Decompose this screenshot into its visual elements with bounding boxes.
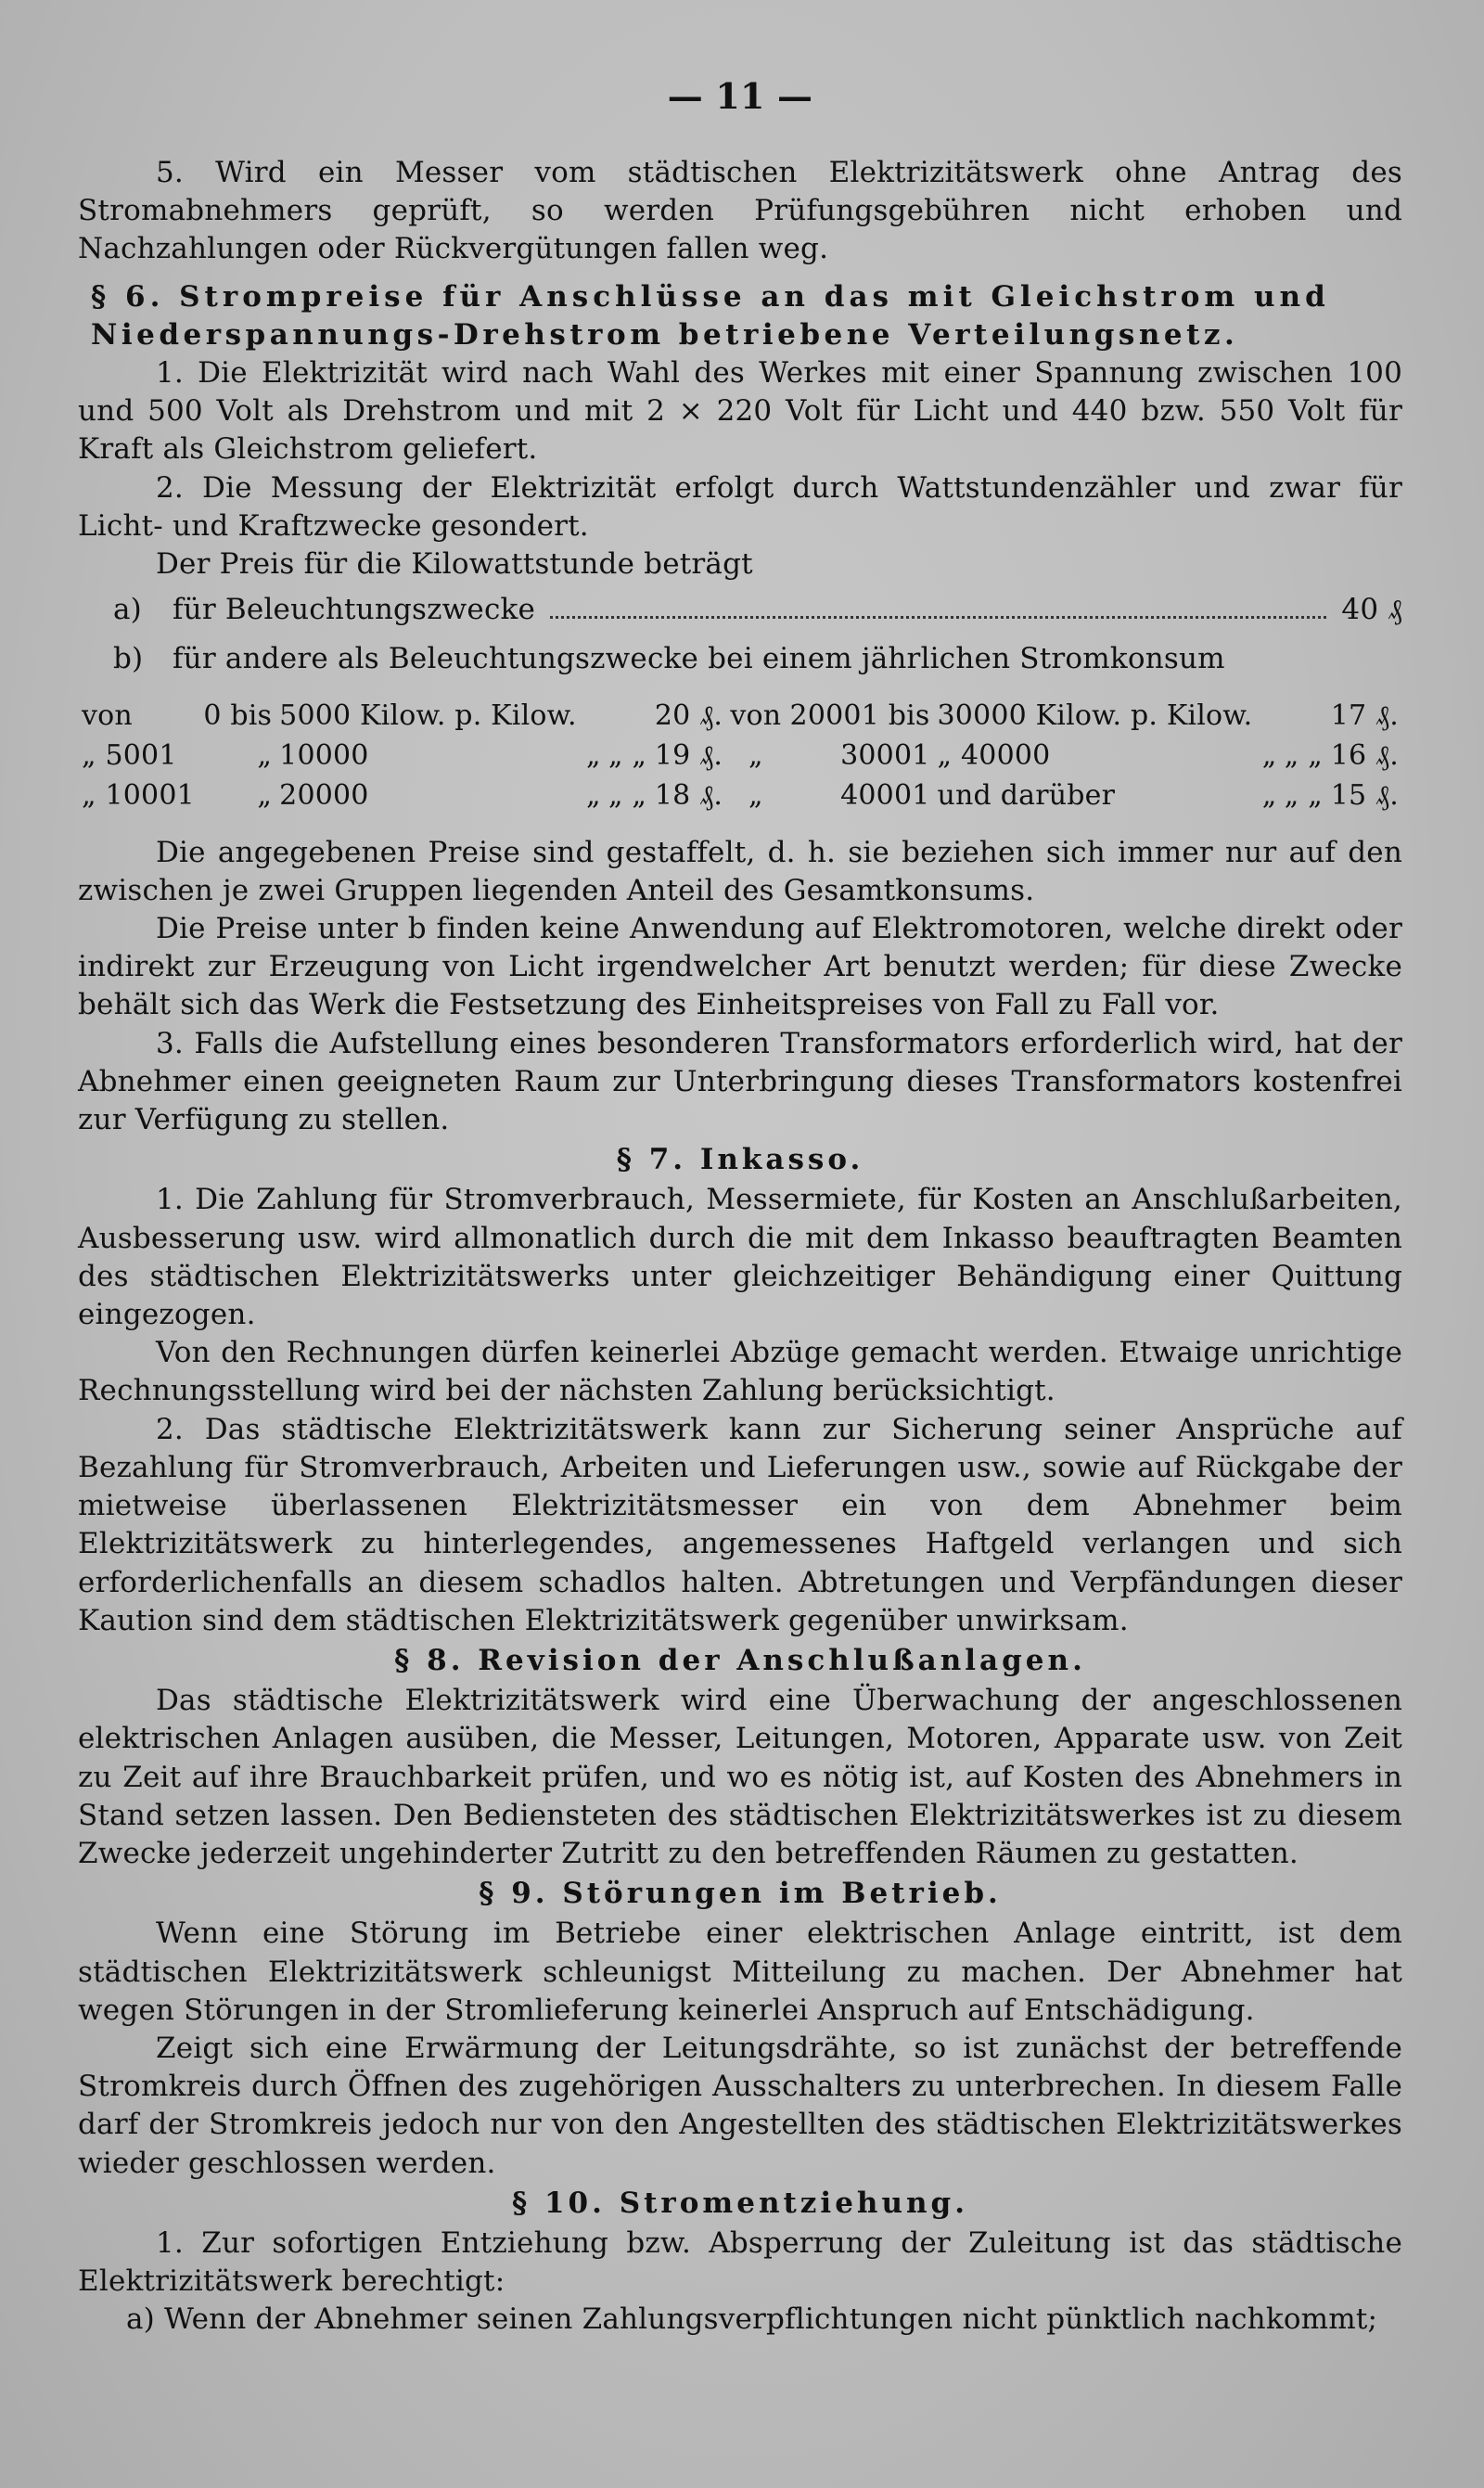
- tariff-cell: „ „: [1284, 738, 1323, 772]
- price-item-b-text: für andere als Beleuchtungszwecke bei einem jährlichen Stromkonsum: [173, 642, 1225, 676]
- tariff-cell: 10000: [279, 738, 369, 772]
- tariff-cell: „ „: [1284, 778, 1323, 812]
- dot-leader: [550, 616, 1326, 619]
- tariff-cell: 20 ₰.: [654, 699, 723, 732]
- tariff-cell: „: [585, 778, 601, 812]
- tariff-cell: „: [1261, 738, 1277, 772]
- section-9-paragraph-2: Zeigt sich eine Erwärmung der Leitungsdrähte, so ist zunächst der betreffende Stromkreis durch Öffnen des zugehörigen Ausschalters zu unterbrechen. In diesem Falle darf der Stromkreis jedoch nur von den Angestellten des städtischen Elektrizitätswerkes wieder geschlossen werden.: [78, 2031, 1402, 2180]
- tariff-cell: [1281, 696, 1327, 736]
- price-item-a-label: a): [113, 593, 142, 627]
- section-8-heading: § 8. Revision der Anschlußanlagen.: [394, 1643, 1086, 1677]
- tariff-row: [78, 736, 1402, 776]
- tariff-cell: 20001 bis: [789, 699, 930, 732]
- section-6-heading-line2: Niederspannungs-Drehstrom betriebene Verteilungsnetz.: [91, 317, 1239, 352]
- tariff-cell: und darüber: [937, 778, 1116, 812]
- section-7-heading: § 7. Inkasso.: [616, 1143, 864, 1177]
- tariff-cell: 16 ₰.: [1330, 738, 1399, 772]
- tariff-table: [78, 696, 1402, 815]
- tariff-cell: „ 5001: [82, 738, 177, 772]
- price-item-a: [78, 591, 1402, 629]
- tariff-cell: [1259, 696, 1281, 736]
- paragraph-staffel: Die angegebenen Preise sind gestaffelt, d. h. sie beziehen sich immer nur auf den zwischen je zwei Gruppen liegenden Anteil des Gesamtkonsums.: [78, 835, 1402, 907]
- section-9-paragraph-1: Wenn eine Störung im Betriebe einer elektrischen Anlage eintritt, ist dem städtischen Elektrizitätswerk schleunigst Mitteilung zu machen. Der Abnehmer hat wegen Störungen in der Stromlieferung keinerlei Anspruch auf Entschädigung.: [78, 1917, 1402, 2027]
- section-10-heading: § 10. Stromentziehung.: [511, 2186, 968, 2220]
- section-6-heading: [78, 278, 1402, 354]
- page-number: — 11 —: [667, 75, 813, 117]
- tariff-cell: 30001: [840, 738, 930, 772]
- tariff-cell: „: [748, 778, 763, 812]
- tariff-cell: [582, 696, 605, 736]
- tariff-cell: 30000 Kilow. p. Kilow.: [937, 699, 1253, 732]
- section-7-paragraph-2: 2. Das städtische Elektrizitätswerk kann zur Sicherung seiner Ansprüche auf Bezahlung für Stromverbrauch, Arbeiten und Lieferungen usw., sowie auf Rückgabe der mietweise überlassenen Elektrizitätsmesser ein von dem Abnehmer beim Elektrizitätswerk zu hinterlegendes, angemessenes Haftgeld verlangen und sich erforderlichenfalls an diesem schadlos halten. Abtretungen und Verpfändungen dieser Kaution sind dem städtischen Elektrizitätswerk gegenüber unwirksam.: [78, 1412, 1402, 1637]
- tariff-row: [78, 696, 1402, 736]
- tariff-cell: von: [82, 699, 133, 732]
- section-10-item-a: a) Wenn der Abnehmer seinen Zahlungsverpflichtungen nicht pünktlich nachkommt;: [126, 2302, 1378, 2337]
- price-item-a-text: für Beleuchtungszwecke: [173, 593, 536, 627]
- paragraph-5: 5. Wird ein Messer vom städtischen Elektrizitätswerk ohne Antrag des Stromabnehmers geprüft, so werden Prüfungsgebühren nicht erhoben und Nachzahlungen oder Rückvergütungen fallen weg.: [78, 156, 1402, 266]
- tariff-cell: „ 10001: [82, 778, 195, 812]
- tariff-cell: 5000 Kilow. p. Kilow.: [279, 699, 577, 732]
- price-item-a-price: 40 ₰: [1341, 593, 1402, 627]
- tariff-cell: [605, 696, 651, 736]
- section-6-paragraph-3: 3. Falls die Aufstellung eines besonderen Transformators erforderlich wird, hat der Abnehmer einen geeigneten Raum zur Unterbringung dieses Transformators kostenfrei zur Verfügung zu stellen.: [78, 1026, 1402, 1137]
- price-item-b-label: b): [113, 642, 144, 676]
- tariff-cell: 40001: [840, 778, 930, 812]
- tariff-cell: 15 ₰.: [1330, 778, 1399, 812]
- paragraph-motor: Die Preise unter b finden keine Anwendung auf Elektromotoren, welche direkt oder indirekt zur Erzeugung von Licht irgendwelcher Art benutzt werden; für diese Zwecke behält sich das Werk die Festsetzung des Einheitspreises von Fall zu Fall vor.: [78, 912, 1402, 1022]
- tariff-cell: „ „: [608, 738, 647, 772]
- section-6-paragraph-2: 2. Die Messung der Elektrizität erfolgt durch Wattstundenzähler und zwar für Licht- und Kraftzwecke gesondert.: [78, 470, 1402, 543]
- tariff-cell: 17 ₰.: [1330, 699, 1399, 732]
- section-6-paragraph-1: 1. Die Elektrizität wird nach Wahl des Werkes mit einer Spannung zwischen 100 und 500 Volt als Drehstrom und mit 2 × 220 Volt für Licht und 440 bzw. 550 Volt für Kraft als Gleichstrom geliefert.: [78, 356, 1402, 467]
- section-8-paragraph: Das städtische Elektrizitätswerk wird eine Überwachung der angeschlossenen elektrischen Anlagen ausüben, die Messer, Leitungen, Motoren, Apparate usw. von Zeit zu Zeit auf ihre Brauchbarkeit prüfen, und wo es nötig ist, auf Kosten des Abnehmers in Stand setzen lassen. Den Bediensteten des städtischen Elektrizitätswerkes ist zu diesem Zwecke jederzeit ungehinderter Zutritt zu den betreffenden Räumen zu gestatten.: [78, 1684, 1402, 1870]
- tariff-cell: „: [748, 738, 763, 772]
- tariff-cell: 20000: [279, 778, 369, 812]
- price-item-b: [78, 640, 1402, 678]
- tariff-row: [78, 776, 1402, 815]
- section-7-paragraph-rechnung: Von den Rechnungen dürfen keinerlei Abzüge gemacht werden. Etwaige unrichtige Rechnungsstellung wird bei der nächsten Zahlung berücksichtigt.: [78, 1336, 1402, 1408]
- tariff-cell: „: [585, 738, 601, 772]
- tariff-cell: „: [257, 778, 273, 812]
- tariff-cell: „ „: [608, 778, 647, 812]
- tariff-cell: 18 ₰.: [654, 778, 723, 812]
- tariff-cell: „ 40000: [937, 738, 1051, 772]
- tariff-cell: „: [1261, 778, 1277, 812]
- price-intro: Der Preis für die Kilowattstunde beträgt: [156, 547, 753, 582]
- tariff-cell: 19 ₰.: [654, 738, 723, 772]
- tariff-cell: von: [730, 699, 782, 732]
- tariff-cell: „: [257, 738, 273, 772]
- section-6-heading-line1: § 6. Strompreise für Anschlüsse an das mit Gleichstrom und: [91, 279, 1330, 314]
- tariff-cell: 0 bis: [203, 699, 273, 732]
- section-7-paragraph-1: 1. Die Zahlung für Stromverbrauch, Messermiete, für Kosten an Anschlußarbeiten, Ausbesserung usw. wird allmonatlich durch die mit dem Inkasso beauftragten Beamten des städtischen Elektrizitätswerks unter gleichzeitiger Behändigung einer Quittung eingezogen.: [78, 1183, 1402, 1332]
- section-10-paragraph-1: 1. Zur sofortigen Entziehung bzw. Absperrung der Zuleitung ist das städtische Elektrizitätswerk berechtigt:: [78, 2225, 1402, 2299]
- section-9-heading: § 9. Störungen im Betrieb.: [479, 1877, 1002, 1911]
